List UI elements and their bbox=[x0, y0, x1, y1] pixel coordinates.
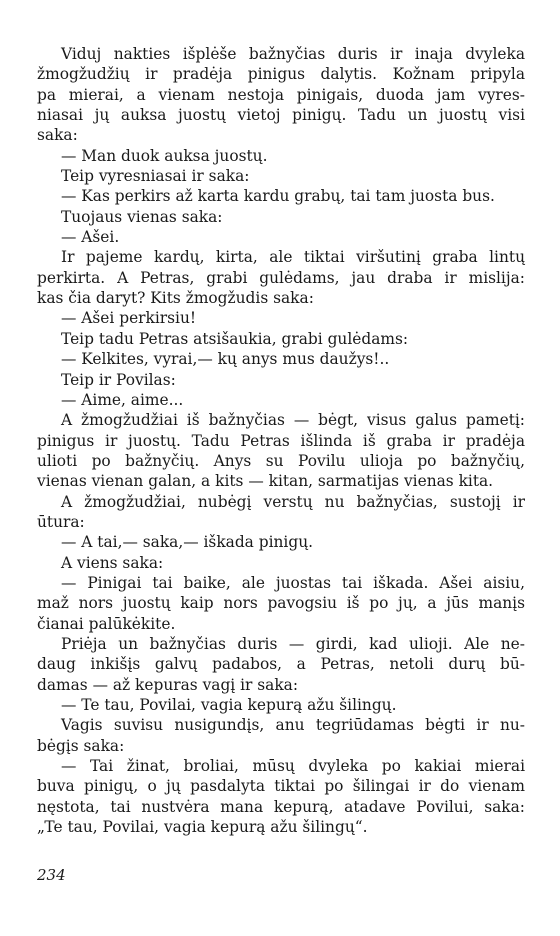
text-line: A viens saka: bbox=[61, 553, 164, 572]
text-line: — Tai žinat, broliai, mūsų dvyleka po kakiai mierai bbox=[61, 757, 525, 776]
text-line: čianai palūkėkite. bbox=[37, 614, 176, 633]
text-line: Teip vyresniasai ir saka: bbox=[61, 167, 250, 186]
text-line: žmogžudžių ir pradėja pinigus dalytis. Kožnam pripyla bbox=[37, 65, 525, 84]
text-line: nęstota, tai nustvėra mana kepurą, atadave Povilui, saka: bbox=[37, 797, 525, 816]
text-line: vienas vienan galan, a kits — kitan, sarmatijas vienas kita. bbox=[37, 472, 494, 491]
page-number: 234 bbox=[37, 866, 66, 884]
text-line: — Ašei. bbox=[61, 228, 120, 247]
text-line: — Man duok auksa juostų. bbox=[61, 146, 268, 165]
text-line: ulioti po bažnyčių. Anys su Povilu ulioja po bažnyčių, bbox=[37, 451, 525, 470]
text-line: — Kelkites, vyrai,— kų anys mus daužys!.. bbox=[61, 350, 390, 369]
text-line: maž nors juostų kaip nors pavogsiu iš po jų, a jūs manįs bbox=[37, 594, 525, 613]
text-line: bėgįs saka: bbox=[37, 736, 125, 755]
text-line: Vagis suvisu nusigundįs, anu tegriūdamas bėgti ir nu- bbox=[61, 716, 525, 735]
text-line: „Te tau, Povilai, vagia kepurą ažu šilingų“. bbox=[37, 818, 368, 837]
text-line: — Aime, aime... bbox=[61, 390, 184, 409]
text-line: — Te tau, Povilai, vagia kepurą ažu šilingų. bbox=[61, 696, 397, 714]
body-text bbox=[37, 44, 525, 837]
text-line: niasai jų auksa juostų vietoj pinigų. Tadu un juostų visi bbox=[37, 106, 525, 125]
text-line: A žmogžudžiai, nubėgį verstų nu bažnyčias, sustojį ir bbox=[61, 492, 525, 511]
text-line: — Kas perkirs až karta kardu grabų, tai tam juosta bus. bbox=[61, 187, 495, 206]
text-line: Teip ir Povilas: bbox=[61, 370, 176, 389]
text-line: — Pinigai tai baike, ale juostas tai iškada. Ašei aisiu, bbox=[61, 573, 525, 592]
text-line: kas čia daryt? Kits žmogžudis saka: bbox=[37, 289, 314, 308]
text-line: Ir pajeme kardų, kirta, ale tiktai viršutinį graba lintų bbox=[61, 248, 525, 267]
text-line: ūtura: bbox=[37, 512, 85, 531]
text-line: damas — až kepuras vagį ir saka: bbox=[37, 675, 299, 694]
text-line: saka: bbox=[37, 126, 78, 145]
text-line: pinigus ir juostų. Tadu Petras išlinda iš graba ir pradėja bbox=[37, 431, 525, 450]
text-line: Priėja un bažnyčias duris — girdi, kad ulioji. Ale ne- bbox=[61, 634, 525, 653]
text-line: buva pinigų, o jų pasdalyta tiktai po šilingai ir do vienam bbox=[37, 777, 525, 796]
text-line: — Ašei perkirsiu! bbox=[61, 309, 197, 328]
text-line: daug inkišįs galvų padabos, a Petras, netoli durų bū- bbox=[37, 655, 525, 674]
text-line: — A tai,— saka,— iškada pinigų. bbox=[61, 533, 314, 552]
text-line: A žmogžudžiai iš bažnyčias — bėgt, visus galus pametį: bbox=[61, 411, 525, 430]
text-line: perkirta. A Petras, grabi gulėdams, jau draba ir mislija: bbox=[37, 268, 525, 287]
text-line: pa mierai, a vienam nestoja pinigais, duoda jam vyres- bbox=[37, 85, 525, 104]
text-line: Tuojaus vienas saka: bbox=[61, 207, 223, 226]
text-line: Viduj nakties išplėše bažnyčias duris ir inaja dvyleka bbox=[61, 45, 525, 63]
text-line: Teip tadu Petras atsišaukia, grabi gulėdams: bbox=[61, 329, 409, 348]
